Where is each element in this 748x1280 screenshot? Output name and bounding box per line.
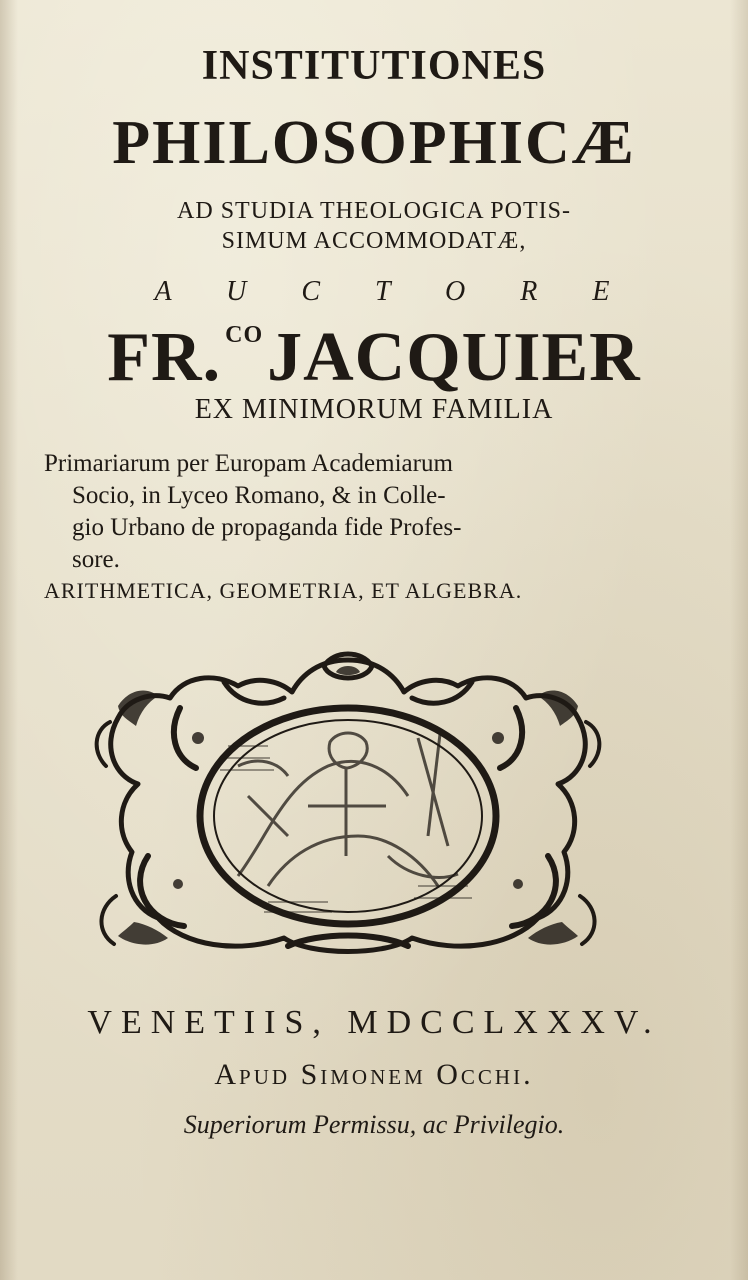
imprint-printer: Apud Simonem Occhi. — [214, 1058, 534, 1091]
author-name — [0, 318, 748, 398]
author-name-end: JACQUIER — [267, 319, 641, 396]
title-line-1: INSTITUTIONES — [201, 43, 547, 89]
imprint-place-date: VENETIIS, MDCCLXXXV. — [87, 1004, 661, 1041]
credentials-line-1: Primariarum per Europam Academiarum — [44, 450, 453, 477]
credentials-line-4: sore. — [72, 546, 120, 573]
imprint-privilege: Superiorum Permissu, ac Privilegio. — [183, 1110, 565, 1139]
ornament-vignette-icon — [88, 646, 608, 976]
subtitle-line-1: AD STUDIA THEOLOGICA POTIS- — [177, 198, 571, 224]
author-name-start: FR. — [107, 319, 222, 396]
author-name-superscript: CO — [225, 322, 264, 348]
topics-line: ARITHMETICA, GEOMETRIA, ET ALGEBRA. — [44, 578, 523, 603]
auctore-label: A U C T O R E — [154, 276, 634, 307]
title-line-2: PHILOSOPHICÆ — [112, 109, 636, 177]
credentials-line-3: gio Urbano de propaganda fide Profes- — [72, 514, 462, 541]
author-credentials — [44, 448, 644, 576]
subtitle — [0, 196, 748, 256]
author-order: EX MINIMORUM FAMILIA — [194, 394, 554, 425]
credentials-line-2: Socio, in Lyceo Romano, & in Colle- — [72, 482, 446, 509]
subtitle-line-2: SIMUM ACCOMMODATÆ, — [221, 228, 527, 254]
